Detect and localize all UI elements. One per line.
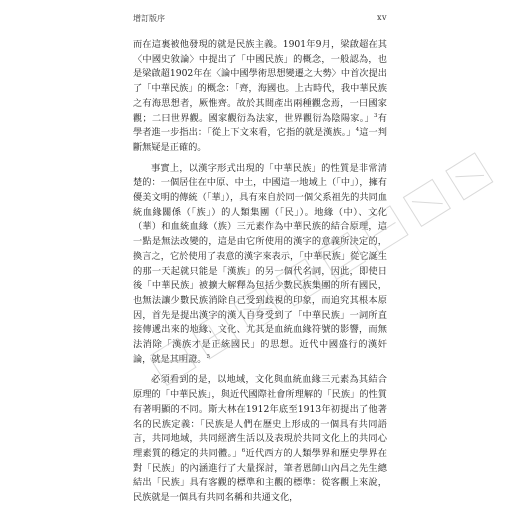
footnote-marker: 5 — [206, 353, 210, 360]
paragraph-text: 而在這裏被他發現的就是民族主義。1901年9月，梁啟超在其〈中國史敘論〉中提出了「中國民族」的概念，一般認為，也是梁啟超1902年在〈論中國學術思想變遷之大勢〉中首次提出了「中華民族」的概念：「齊，海國也。上古時代，我中華民族之有海思想者，厥惟齊。故於其間產出兩種觀念焉，一曰國家觀；二曰世界觀。國家觀衍為法家，世界觀衍為陰陽家。」 — [133, 39, 387, 124]
paragraph-text: 近代西方的人類學界和歷史學界在對「民族」的內涵進行了大量探討，筆者恩師山內昌之先生總結出「民族」具有客觀的標準和主觀的標準：從客觀上來說，民族就是一個具有共同名稱和共通文化， — [133, 447, 387, 504]
running-head — [133, 13, 387, 27]
paragraph — [133, 38, 387, 156]
body-text — [133, 38, 387, 512]
paragraph-text: 必須看到的是，以地域，文化與血統血緣三元素為其結合原理的「中華民族」，與近代國際社會所理解的「民族」的性質有著明顯的不同。斯大林在1912年底至1913年初提出了他著名的民族定義：「民族是人們在歷史上形成的一個具有共同語言，共同地域，共同經濟生活以及表現於共同文化上的共同心理素質的穩定的共同體。」 — [133, 374, 387, 459]
paragraph-text: 事實上，以漢字形式出現的「中華民族」的性質是非常清楚的：一個居住在中原、中土，中國這一地域上（「中」），擁有優美文明的傳統（「華」），具有來自於同一個父系祖先的共同血統血緣關係（「族」）的人類集團（「民」）。地緣（中）、文化（華）和血統血緣（族）三元素作為中華民族的結合原理，這一點是無法改變的，這是由它所使用的漢字的意義所決定的，換言之，它於使用了表意的漢字來表示，「中華民族」從它誕生的那一天起就只能是「漢族」的另一個代名詞，因此，即使日後「中華民族」被擴大解釋為包括少數民族集團的所有國民，也無法讓少數民族消除自己受到歧視的印象，而追究其根本原因，首先是提出漢字的漢人自身受到了「中華民族」一詞所直接傳遞出來的地緣、文化、尤其是血統血緣符號的影響，而無法消除「漢族才是正統國民」的思想。近代中國盛行的漢奸論，就是其明證。 — [133, 162, 387, 365]
paragraph-text: 這一判斷無疑是正確的。 — [133, 127, 387, 153]
running-head-title: 增訂版序 — [133, 14, 165, 23]
footnote-marker: 3 — [374, 112, 378, 119]
paragraph — [133, 373, 387, 505]
footnote-marker: 6 — [241, 447, 246, 454]
page-number: xv — [376, 13, 387, 22]
footnote-marker: 4 — [355, 127, 360, 134]
paragraph-text: 有學者進一步指出：「從上下文來看，它指的就是漢族。」 — [133, 112, 387, 139]
paragraph — [133, 162, 387, 368]
